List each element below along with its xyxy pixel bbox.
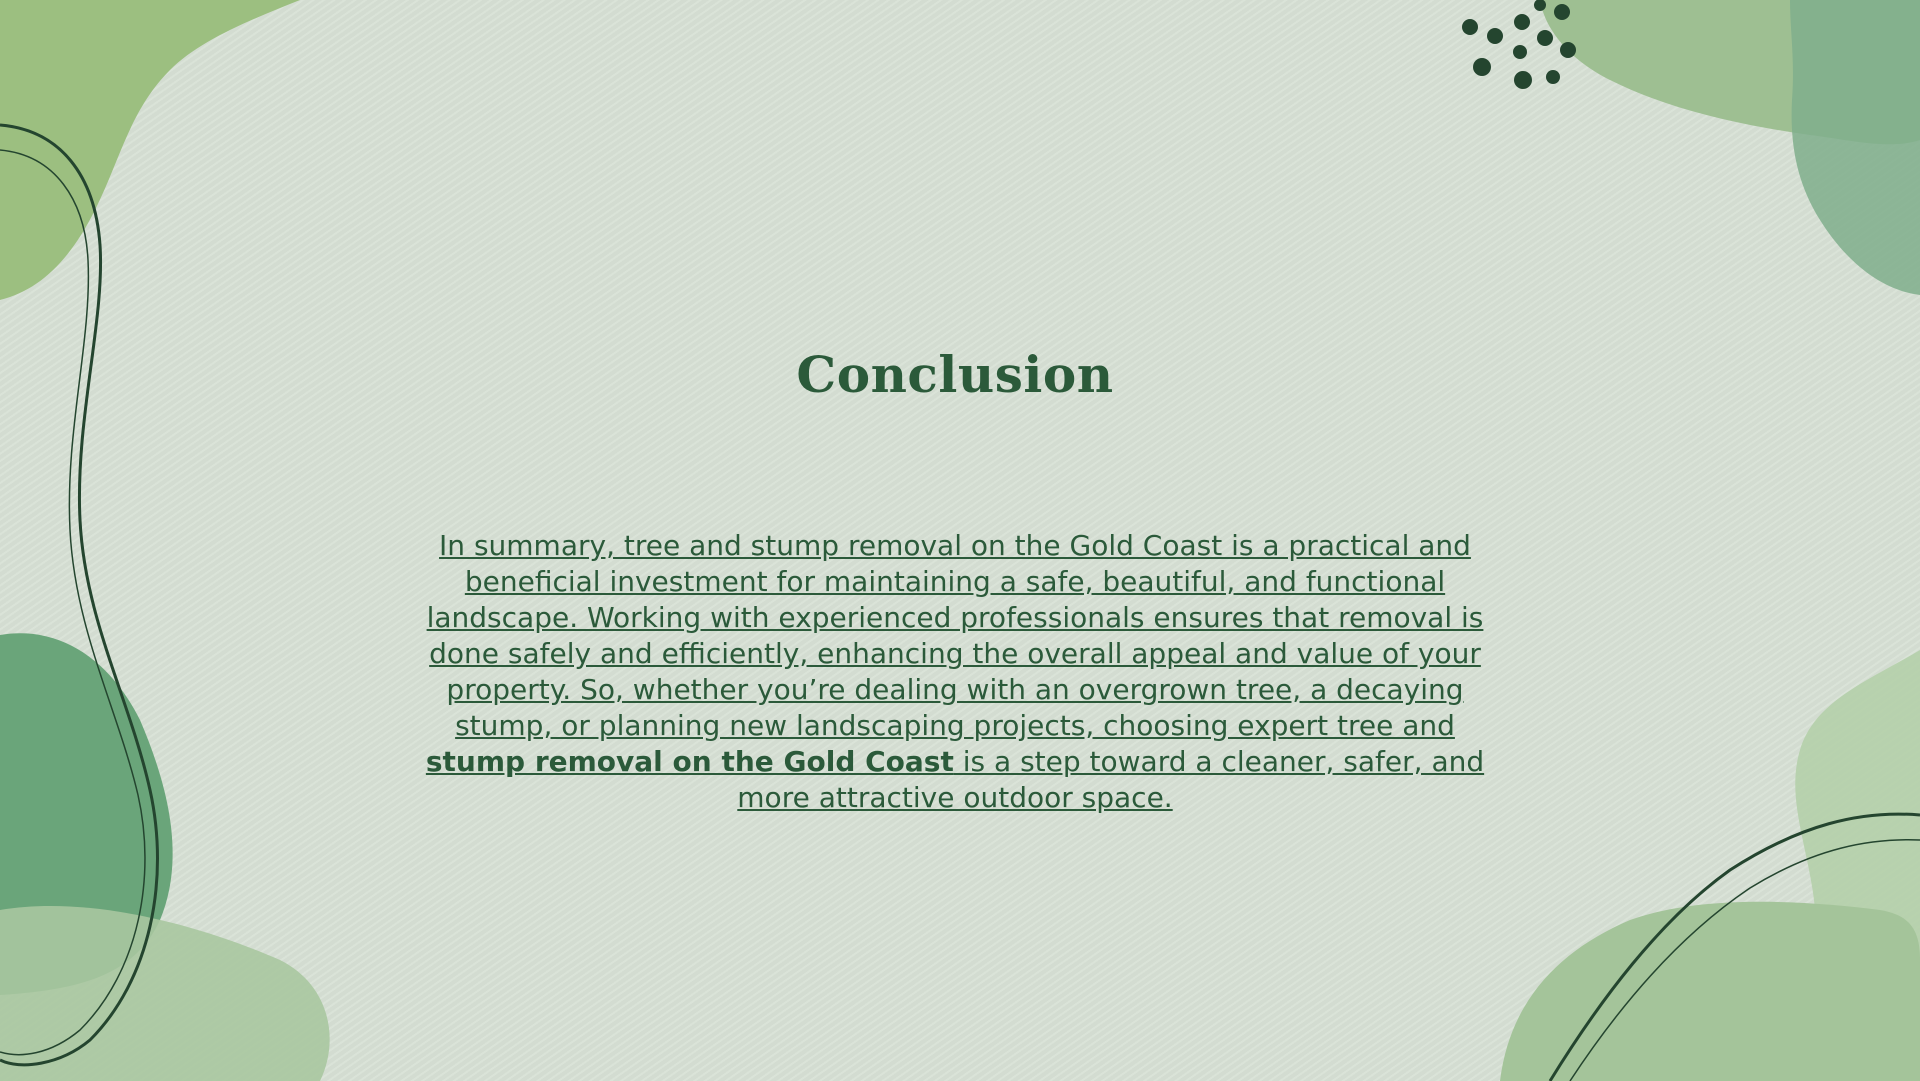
dots-cluster xyxy=(1462,0,1576,89)
bottom-right-leaf-blob xyxy=(1500,902,1920,1081)
slide-title: Conclusion xyxy=(796,345,1114,404)
conclusion-paragraph xyxy=(405,528,1505,816)
paragraph-link-tail[interactable]: is a step toward a cleaner, safer, and more attractive outdoor space. xyxy=(737,745,1485,814)
right-teal-blob xyxy=(1790,0,1920,295)
bottom-left-pale-blob xyxy=(0,906,330,1081)
top-left-leaf-blob xyxy=(0,0,300,300)
paragraph-link-lead[interactable]: In summary, tree and stump removal on the Gold Coast is a practical and beneficial investment for maintaining a safe, beautiful, and functional landscape. Working with experienced professionals ensures that removal is done safely and efficiently, enhancing the overall appeal and value of your property. So, whether you’re dealing with an overgrown tree, a decaying stump, or planning new landscaping projects, choosing expert tree and xyxy=(426,529,1484,742)
paragraph-link-bold[interactable]: stump removal on the Gold Coast xyxy=(425,745,954,778)
